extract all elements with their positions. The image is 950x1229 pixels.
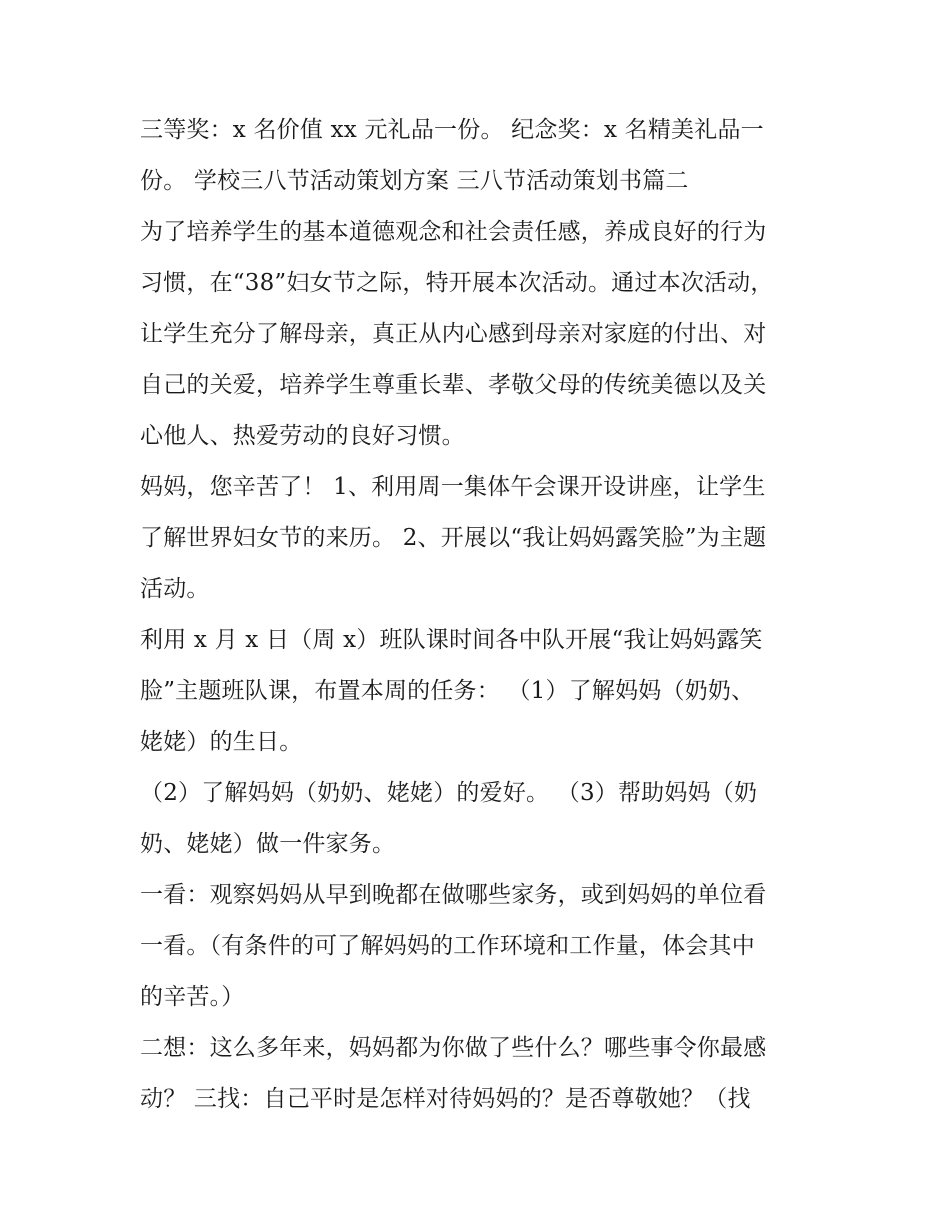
text-line: 利用 x 月 x 日（周 x）班队课时间各中队开展“我让妈妈露笑 [140,627,763,653]
paragraph-tasks [140,768,820,870]
text-line: 妈妈，您辛苦了！ 1、利用周一集体午会课开设讲座，让学生 [140,474,766,500]
text-line: 活动。 [140,576,210,602]
text-line: 姥姥）的生日。 [140,729,303,755]
text-line: 心他人、热爱劳动的良好习惯。 [140,423,465,449]
text-line: 二想：这么多年来，妈妈都为你做了些什么？哪些事令你最感 [140,1035,767,1061]
text-line: 一看。（有条件的可了解妈妈的工作环境和工作量，体会其中 [140,933,755,959]
document-body [140,105,820,1125]
paragraph-class-meeting [140,615,820,768]
text-line: （2）了解妈妈（奶奶、姥姥）的爱好。 （3）帮助妈妈（奶 [140,780,758,806]
text-line: 让学生充分了解母亲，真正从内心感到母亲对家庭的付出、对 [140,321,767,347]
text-line: 脸”主题班队课，布置本周的任务： （1）了解妈妈（奶奶、 [140,678,755,704]
paragraph-reflect [140,1023,820,1125]
text-line: 习惯，在“38”妇女节之际，特开展本次活动。通过本次活动， [140,270,774,296]
text-line: 奶、姥姥）做一件家务。 [140,831,396,857]
text-line: 的辛苦。） [140,984,245,1010]
paragraph-purpose [140,207,820,462]
text-line: 了解世界妇女节的来历。 2、开展以“我让妈妈露笑脸”为主题 [140,525,767,551]
text-line: 动？ 三找：自己平时是怎样对待妈妈的？是否尊敬她？（找 [140,1086,751,1112]
text-line: 份。 学校三八节活动策划方案 三八节活动策划书篇二 [140,168,689,194]
paragraph-theme [140,462,820,615]
text-line: 三等奖：x 名价值 xx 元礼品一份。 纪念奖：x 名精美礼品一 [140,117,764,143]
paragraph-awards [140,105,820,207]
text-line: 自己的关爱，培养学生尊重长辈、孝敬父母的传统美德以及关 [140,372,767,398]
text-line: 为了培养学生的基本道德观念和社会责任感，养成良好的行为 [140,219,767,245]
text-line: 一看：观察妈妈从早到晚都在做哪些家务，或到妈妈的单位看 [140,882,767,908]
paragraph-observe [140,870,820,1023]
